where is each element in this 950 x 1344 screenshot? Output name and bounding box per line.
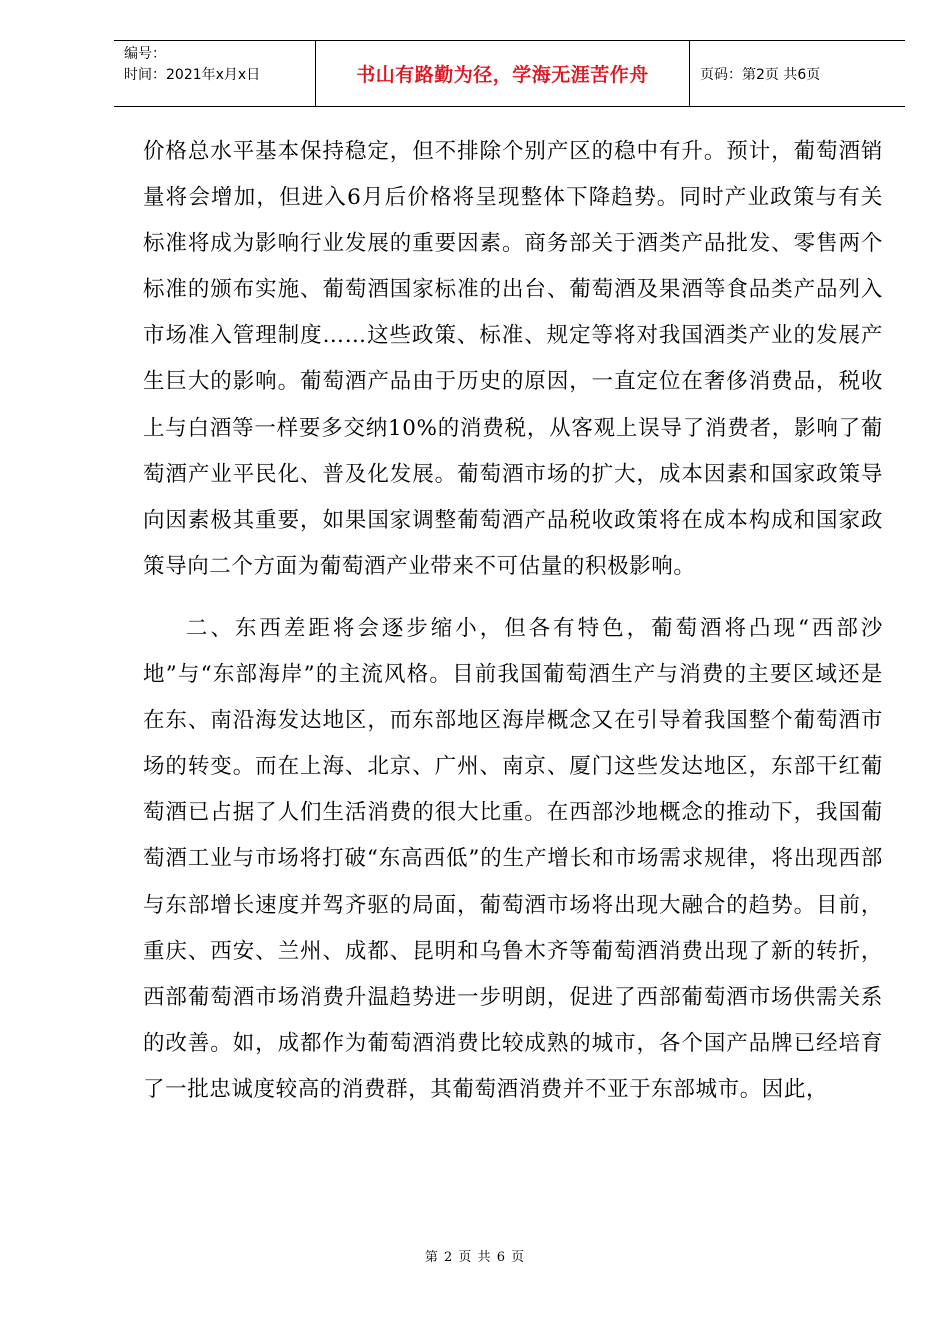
footer-page-number: 第 2 页 共 6 页: [424, 1250, 526, 1265]
paragraph-2-text: 二、东西差距将会逐步缩小，但各有特色，葡萄酒将凸现“西部沙地”与“东部海岸”的主流风格。目前我国葡萄酒生产与消费的主要区域还是在东、南沿海发达地区，而东部地区海岸概念又在引导着我国整个葡萄酒市场的转变。而在上海、北京、广州、南京、厦门这些发达地区，东部干红葡萄酒已占据了人们生活消费的很大比重。在西部沙地概念的推动下，我国葡萄酒工业与市场将打破“东高西低”的生产增长和市场需求规律，将出现西部与东部增长速度并驾齐驱的局面，葡萄酒市场将出现大融合的趋势。目前，重庆、西安、兰州、成都、昆明和乌鲁木齐等葡萄酒消费出现了新的转折，西部葡萄酒市场消费升温趋势进一步明朗，促进了西部葡萄酒市场供需关系的改善。如，成都作为葡萄酒消费比较成熟的城市，各个国产品牌已经培育了一批忠诚度较高的消费群，其葡萄酒消费并不亚于东部城市。因此，: [143, 615, 883, 1102]
header-motto-cell: [316, 41, 690, 106]
paragraph-1-text: 价格总水平基本保持稳定，但不排除个别产区的稳中有升。预计，葡萄酒销量将会增加，但进入6月后价格将呈现整体下降趋势。同时产业政策与有关标准将成为影响行业发展的重要因素。商务部关于酒类产品批发、零售两个标准的颁布实施、葡萄酒国家标准的出台、葡萄酒及果酒等食品类产品列入市场准入管理制度……这些政策、标准、规定等将对我国酒类产业的发展产生巨大的影响。葡萄酒产品由于历史的原因，一直定位在奢侈消费品，税收上与白酒等一样要多交纳10%的消费税，从客观上误导了消费者，影响了葡萄酒产业平民化、普及化发展。葡萄酒市场的扩大，成本因素和国家政策导向因素极其重要，如果国家调整葡萄酒产品税收政策将在成本构成和国家政策导向二个方面为葡萄酒产业带来不可估量的积极影响。: [143, 139, 883, 579]
time-label: 时间：2021年x月x日: [124, 67, 261, 83]
header-page-cell: [690, 41, 905, 106]
motto-text: 书山有路勤为径，学海无涯苦作舟: [356, 64, 649, 86]
document-body: [143, 129, 883, 1113]
page-info: 页码：第2页 共6页: [700, 66, 821, 83]
number-label: 编号：: [124, 46, 166, 62]
header-meta-cell: [114, 41, 316, 106]
page-footer: [0, 1246, 950, 1265]
paragraph-2: [143, 606, 883, 1113]
paragraph-1: [143, 129, 883, 590]
page-header: [114, 40, 905, 107]
